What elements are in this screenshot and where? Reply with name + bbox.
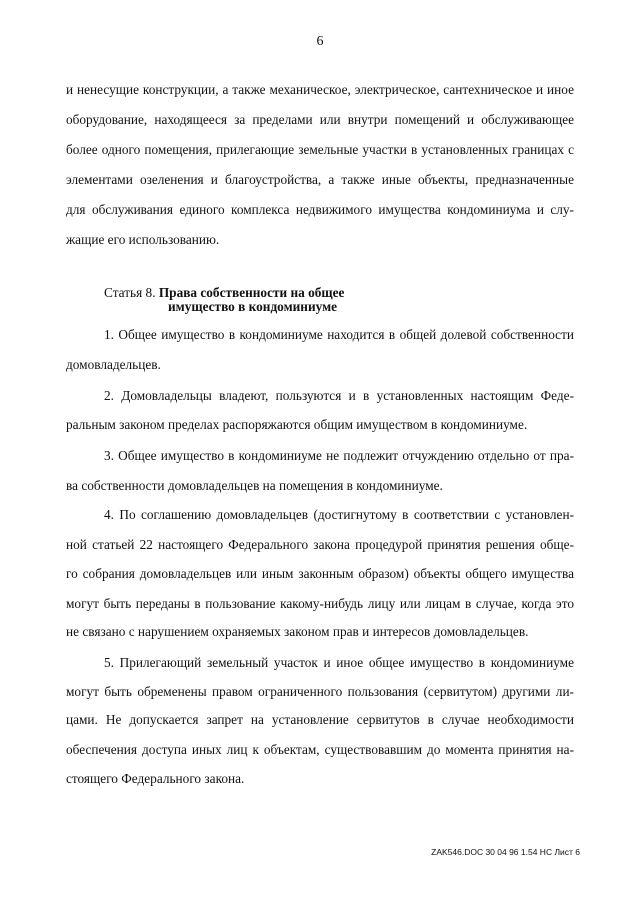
paragraph-1-line: 1. Общее имущество в кондоминиуме находится в общей долевой собственности [104, 327, 574, 342]
paragraph-5-line: могут быть обременены правом ограниченного пользования (сервитутом) другими ли- [66, 684, 574, 699]
paragraph-4-line: го собрания домовладельцев или иным законным образом) объекты общего имущества [66, 566, 574, 581]
intro-line: и ненесущие конструкции, а также механическое, электрическое, сантехническое и иное [66, 82, 574, 97]
paragraph-5-line: стоящего Федерального закона. [66, 771, 245, 786]
paragraph-5-line: обеспечения доступа иных лиц к объектам, существовавшим до момента принятия на- [66, 742, 574, 757]
paragraph-5-line: цами. Не допускается запрет на установление сервитутов в случае необходимости [66, 712, 574, 727]
paragraph-4-line: не связано с нарушением охраняемых законом прав и интересов домовладельцев. [66, 624, 529, 639]
paragraph-1-line: домовладельцев. [66, 357, 161, 372]
intro-line: более одного помещения, прилегающие земельные участки в установленных границах с [66, 142, 574, 157]
paragraph-5-line: 5. Прилегающий земельный участок и иное общее имущество в кондоминиуме [104, 655, 574, 670]
paragraph-2-line: 2. Домовладельцы владеют, пользуются и в установленных настоящим Феде- [104, 388, 574, 403]
paragraph-2-line: ральным законом пределах распоряжаются общим имуществом в кондоминиуме. [66, 417, 528, 432]
paragraph-3-line: 3. Общее имущество в кондоминиуме не подлежит отчуждению отдельно от пра- [104, 448, 574, 463]
paragraph-4-line: могут быть переданы в пользование какому-нибудь лицу или лицам в случае, когда это [66, 596, 574, 611]
paragraph-3-line: ва собственности домовладельцев на помещения в кондоминиуме. [66, 478, 443, 493]
page-number: 6 [316, 34, 324, 49]
intro-line: оборудование, находящееся за пределами или внутри помещений и обслуживающее [66, 112, 574, 127]
article-label: Статья 8. [104, 285, 156, 300]
intro-line: жащие его использованию. [66, 232, 220, 247]
intro-line: для обслуживания единого комплекса недвижимого имущества кондоминиума и слу- [66, 202, 574, 217]
intro-line: элементами озеленения и благоустройства, а также иные объекты, предназначенные [66, 172, 574, 187]
document-footer: ZAK546.DOC 30 04 96 1.54 НС Лист 6 [431, 847, 580, 857]
article-title: Права собственности на общее [158, 285, 345, 300]
article-title-line2: имущество в кондоминиуме [168, 299, 338, 314]
paragraph-4-line: ной статьей 22 настоящего Федерального закона процедурой принятия решения обще- [66, 537, 574, 552]
paragraph-4-line: 4. По соглашению домовладельцев (достигнутому в соответствии с установлен- [104, 507, 574, 522]
